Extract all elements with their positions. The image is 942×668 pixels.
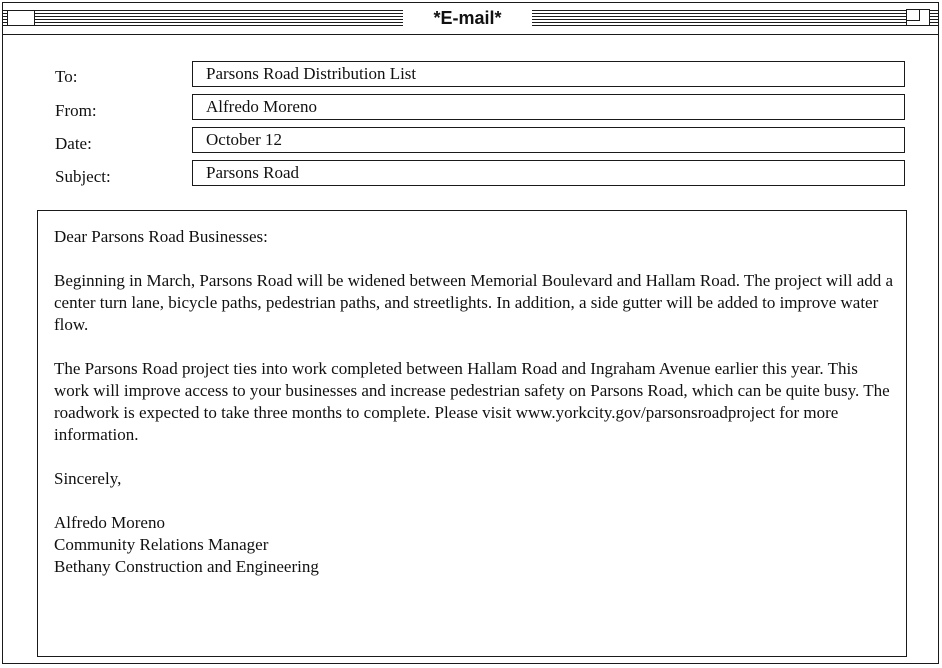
subject-label: Subject: [55,167,111,186]
signature-title: Community Relations Manager [54,535,269,554]
message-paragraph-1: Beginning in March, Parsons Road will be widened between Memorial Boulevard and Hallam Road. The project will add a center turn lane, bicycle paths, pedestrian paths, and streetlights. In addition, a side gutter will be added to improve water flow. [54,271,894,334]
signature-name: Alfredo Moreno [54,513,165,532]
title-bar[interactable] [3,3,938,35]
message-paragraph-2: The Parsons Road project ties into work completed between Hallam Road and Ingraham Avenue earlier this year. This work will improve access to your businesses and increase pedestrian safety on Parsons Road, which can be quite busy. The roadwork is expected to take three months to complete. Please visit www.yorkcity.gov/parsonsroadproject for more information. [54,359,890,444]
window-title: *E-mail* [403,6,532,30]
to-label: To: [55,67,78,86]
email-window [2,2,939,664]
subject-field[interactable]: Parsons Road [192,160,905,186]
title-bar-stripes-right [532,10,938,26]
date-label: Date: [55,134,92,153]
from-label: From: [55,101,97,120]
zoom-box-icon[interactable] [906,9,930,26]
date-field[interactable]: October 12 [192,127,905,153]
message-closing: Sincerely, [54,469,122,488]
title-bar-stripes-left [3,10,403,26]
to-field[interactable]: Parsons Road Distribution List [192,61,905,87]
close-box-icon[interactable] [7,10,35,26]
signature-company: Bethany Construction and Engineering [54,557,319,576]
from-field[interactable]: Alfredo Moreno [192,94,905,120]
message-body[interactable] [37,210,907,657]
message-greeting: Dear Parsons Road Businesses: [54,227,268,246]
